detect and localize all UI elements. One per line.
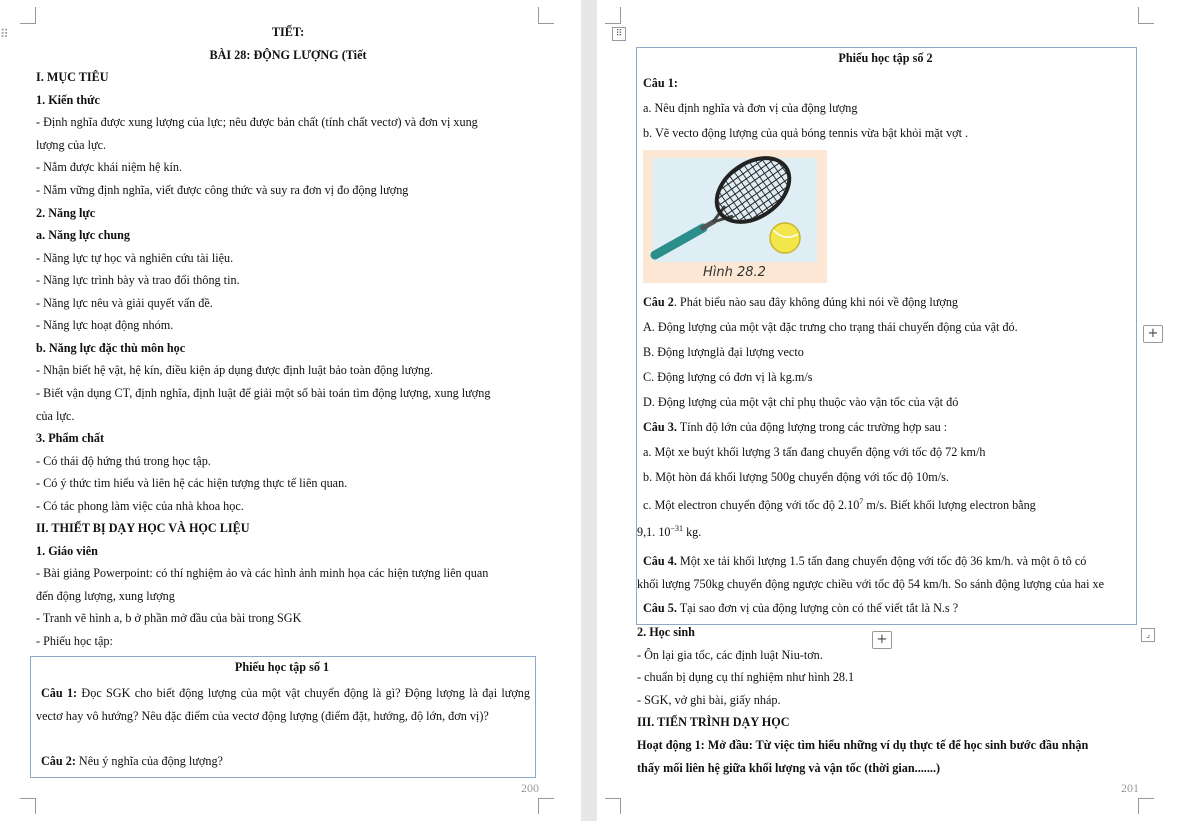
subsection-heading: 1. Kiến thức bbox=[36, 93, 100, 107]
body-line: b. Một hòn đá khối lượng 500g chuyển động với tốc độ 10m/s. bbox=[643, 470, 949, 484]
answer-option-b: B. Động lượnglà đại lượng vecto bbox=[643, 345, 804, 359]
resize-handle-icon[interactable]: ⌟ bbox=[1141, 628, 1155, 642]
body-line: khối lượng 750kg chuyển động ngược chiều với tốc độ 54 km/h. So sánh động lượng của hai xe bbox=[637, 577, 1105, 591]
question-label: Câu 3. bbox=[643, 420, 677, 434]
body-line: a. Nêu định nghĩa và đơn vị của động lượng bbox=[643, 101, 858, 115]
subsection-heading: 2. Học sinh bbox=[637, 625, 695, 639]
document-page-200 bbox=[0, 0, 581, 821]
text-run: m/s. Biết khối lượng electron bằng bbox=[863, 498, 1036, 513]
body-line: - Ôn lại gia tốc, các định luật Niu-tơn. bbox=[637, 648, 823, 662]
worksheet-2-title: Phiếu học tập số 2 bbox=[838, 51, 933, 65]
worksheet-1-title: Phiếu học tập số 1 bbox=[234, 660, 330, 674]
worksheet-2-question-5 bbox=[643, 601, 958, 615]
body-line: - Tranh vẽ hình a, b ở phần mở đầu của bài trong SGK bbox=[36, 611, 302, 625]
body-line: - Năng lực trình bày và trao đổi thông tin. bbox=[36, 273, 240, 287]
text-run: 9,1. 10 bbox=[637, 525, 671, 540]
question-label: Câu 1: bbox=[41, 686, 78, 700]
body-line: - Nắm được khái niệm hệ kín. bbox=[36, 160, 183, 174]
answer-option-a: A. Động lượng của một vật đặc trưng cho trạng thái chuyển động của vật đó. bbox=[643, 320, 1018, 334]
crop-mark bbox=[538, 23, 554, 24]
body-line: - Định nghĩa được xung lượng của lực; nêu được bản chất (tính chất vectơ) và đơn vị xung bbox=[36, 115, 478, 129]
activity-heading: thấy mối liên hệ giữa khối lượng và vận tốc (thời gian.......) bbox=[637, 761, 941, 775]
lesson-period: TIẾT: bbox=[271, 25, 305, 39]
body-line: - SGK, vở ghi bài, giấy nháp. bbox=[637, 693, 781, 707]
body-line: đến động lượng, xung lượng bbox=[36, 589, 175, 603]
question-text: Đọc SGK cho biết động lượng của một vật chuyển động là gì? Động lượng là đại lượng vectơ hay vô hướng? Nêu đặc điểm của vectơ động lượng (điểm đặt, hướng, độ lớn, đơn vị)? bbox=[36, 686, 530, 723]
subsection-heading: b. Năng lực đặc thù môn học bbox=[36, 341, 186, 355]
add-row-button[interactable]: + bbox=[872, 631, 892, 649]
worksheet-2-question-4 bbox=[643, 554, 1086, 568]
subsection-heading: a. Năng lực chung bbox=[36, 228, 130, 242]
text-run: c. Một electron chuyển động với tốc độ 2.10 bbox=[643, 498, 860, 513]
tennis-racket-illustration bbox=[643, 150, 827, 283]
crop-mark bbox=[1138, 23, 1154, 24]
body-line bbox=[637, 522, 701, 539]
crop-mark bbox=[620, 798, 621, 814]
question-text: Một xe tải khối lượng 1.5 tấn đang chuyển động với tốc độ 36 km/h. và một ô tô có bbox=[679, 554, 1087, 568]
section-heading: II. THIẾT BỊ DẠY HỌC VÀ HỌC LIỆU bbox=[36, 521, 250, 535]
drag-handle-icon[interactable]: ⠿ bbox=[0, 27, 9, 41]
question-label: Câu 5. bbox=[643, 601, 677, 615]
body-line: b. Vẽ vecto động lượng của quả bóng tennis vừa bật khỏi mặt vợt . bbox=[643, 126, 969, 140]
figure-caption: Hình 28.2 bbox=[703, 265, 766, 280]
question-text: Tại sao đơn vị của động lượng còn có thể viết tắt là N.s ? bbox=[679, 601, 959, 615]
question-label: Câu 2: bbox=[41, 754, 76, 768]
worksheet-2-question-2 bbox=[643, 295, 958, 309]
body-line: - Năng lực hoạt động nhóm. bbox=[36, 318, 174, 332]
body-line: - Nắm vững định nghĩa, viết được công thức và suy ra đơn vị đo động lượng bbox=[36, 183, 409, 197]
crop-mark bbox=[605, 23, 621, 24]
body-line: - Năng lực tự học và nghiên cứu tài liệu. bbox=[36, 251, 234, 265]
crop-mark bbox=[538, 7, 539, 23]
section-heading: I. MỤC TIÊU bbox=[36, 70, 109, 84]
crop-mark bbox=[538, 798, 539, 814]
crop-mark bbox=[35, 798, 36, 814]
body-line: - chuẩn bị dụng cụ thí nghiệm như hình 28.1 bbox=[637, 670, 855, 684]
question-text: . Phát biểu nào sau đây không đúng khi nói về động lượng bbox=[673, 295, 959, 309]
crop-mark bbox=[20, 23, 36, 24]
question-label: Câu 4. bbox=[643, 554, 677, 568]
page-number: 201 bbox=[1121, 781, 1139, 795]
crop-mark bbox=[1138, 798, 1154, 799]
worksheet-1-question-1 bbox=[36, 682, 530, 727]
crop-mark bbox=[605, 798, 621, 799]
body-line: - Nhận biết hệ vật, hệ kín, điều kiện áp dụng được định luật bảo toàn động lượng. bbox=[36, 363, 434, 377]
subsection-heading: 2. Năng lực bbox=[36, 206, 96, 220]
add-column-button[interactable]: + bbox=[1143, 325, 1163, 343]
question-text: Nêu ý nghĩa của động lượng? bbox=[78, 754, 223, 768]
worksheet-2-question-3 bbox=[643, 420, 947, 434]
crop-mark bbox=[538, 798, 554, 799]
worksheet-1-question-2 bbox=[41, 754, 223, 768]
body-line: - Có thái độ hứng thú trong học tập. bbox=[36, 454, 211, 468]
page-gutter bbox=[581, 0, 597, 821]
body-line: của lực. bbox=[36, 409, 75, 423]
move-handle-icon[interactable]: ⠿ bbox=[612, 27, 626, 41]
body-line: - Có ý thức tìm hiểu và liên hệ các hiện tượng thực tế liên quan. bbox=[36, 476, 348, 490]
crop-mark bbox=[1138, 798, 1139, 814]
page-number: 200 bbox=[521, 781, 539, 795]
body-line: - Năng lực nêu và giải quyết vấn đề. bbox=[36, 296, 213, 310]
answer-option-d: D. Động lượng của một vật chỉ phụ thuộc vào vận tốc của vật đó bbox=[643, 395, 959, 409]
crop-mark bbox=[1138, 7, 1139, 23]
superscript: −31 bbox=[670, 524, 684, 533]
superscript: 7 bbox=[859, 497, 864, 506]
answer-option-c: C. Động lượng có đơn vị là kg.m/s bbox=[643, 370, 813, 384]
question-text: Tính độ lớn của động lượng trong các trường hợp sau : bbox=[679, 420, 948, 434]
body-line: - Bài giảng Powerpoint: có thí nghiệm ảo và các hình ảnh minh họa các hiện tượng liên quan bbox=[36, 566, 489, 580]
body-line: - Phiếu học tập: bbox=[36, 634, 113, 648]
subsection-heading: 3. Phẩm chất bbox=[36, 431, 105, 445]
crop-mark bbox=[620, 7, 621, 23]
lesson-title: BÀI 28: ĐỘNG LƯỢNG (Tiết bbox=[209, 48, 367, 62]
question-label: Câu 1: bbox=[643, 76, 678, 90]
body-line: a. Một xe buýt khối lượng 3 tấn đang chuyển động với tốc độ 72 km/h bbox=[643, 445, 986, 459]
crop-mark bbox=[20, 798, 36, 799]
crop-mark bbox=[35, 7, 36, 23]
section-heading: III. TIẾN TRÌNH DẠY HỌC bbox=[637, 715, 790, 729]
body-line: lượng của lực. bbox=[36, 138, 107, 152]
body-line: - Biết vận dụng CT, định nghĩa, định luật để giải một số bài toán tìm động lượng, xung lượng bbox=[36, 386, 491, 400]
body-line: - Có tác phong làm việc của nhà khoa học. bbox=[36, 499, 244, 513]
text-run: kg. bbox=[683, 525, 702, 540]
activity-heading: Hoạt động 1: Mở đầu: Từ việc tìm hiểu những ví dụ thực tế để học sinh bước đầu nhận bbox=[637, 738, 1089, 752]
subsection-heading: 1. Giáo viên bbox=[36, 544, 98, 558]
question-label: Câu 2 bbox=[643, 295, 674, 309]
body-line bbox=[643, 495, 1036, 512]
figure-tennis-racket bbox=[643, 150, 827, 283]
